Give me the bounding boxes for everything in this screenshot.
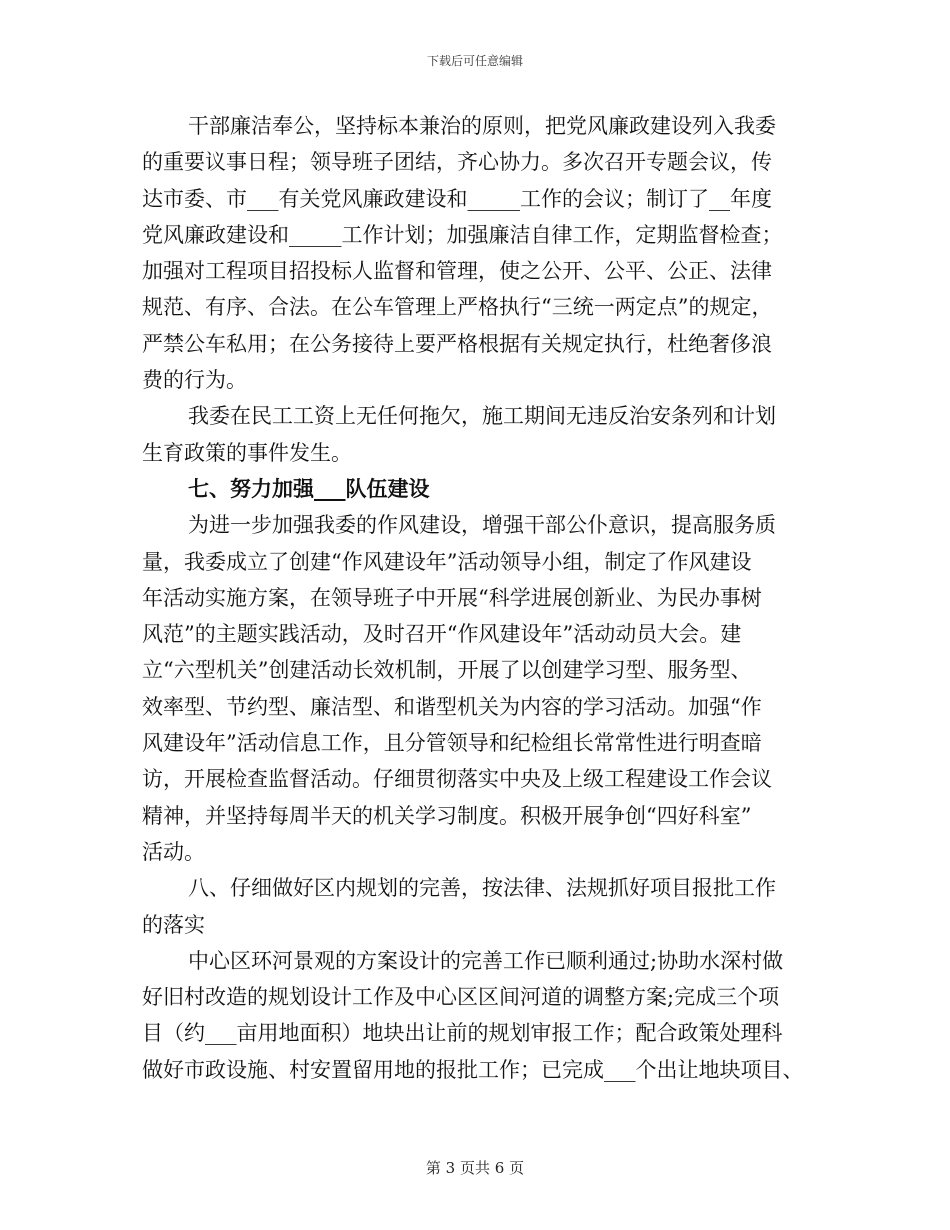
text-line: 生育政策的事件发生。 <box>142 440 352 465</box>
text-line: 目（约___亩用地面积）地块出让前的规划审报工作；配合政策处理科 <box>142 1021 783 1046</box>
text-line: 费的行为。 <box>142 368 247 393</box>
text-line: 达市委、市___有关党风廉政建设和_____工作的会议；制订了__年度 <box>142 186 772 211</box>
text-line: 中心区环河景观的方案设计的完善工作已顺利通过;协助水深村做 <box>188 948 784 973</box>
text-line: 严禁公车私用；在公务接待上要严格根据有关规定执行，杜绝奢侈浪 <box>142 331 772 356</box>
text-line: 量，我委成立了创建“作风建设年”活动领导小组，制定了作风建设 <box>142 549 752 574</box>
document-body <box>142 108 824 1088</box>
text-line: 干部廉洁奉公，坚持标本兼治的原则，把党风廉政建设列入我委 <box>188 114 776 138</box>
text-line: 风范”的主题实践活动，及时召开“作风建设年”活动动员大会。建 <box>142 622 742 647</box>
text-line: 做好市政设施、村安置留用地的报批工作；已完成___个出让地块项目、 <box>142 1057 804 1082</box>
text-line: 访，开展检查监督活动。仔细贯彻落实中央及上级工程建设工作会议 <box>142 767 772 792</box>
text-line: 立“六型机关”创建活动长效机制，开展了以创建学习型、服务型、 <box>142 658 752 683</box>
text-line: 年活动实施方案，在领导班子中开展“科学进展创新业、为民办事树 <box>142 585 762 610</box>
text-line: 活动。 <box>142 839 205 864</box>
section-heading: 七、努力加强___队伍建设 <box>188 475 430 501</box>
text-line: 好旧村改造的规划设计工作及中心区区间河道的调整方案;完成三个项 <box>142 985 780 1010</box>
text-line: 效率型、节约型、廉洁型、和谐型机关为内容的学习活动。加强“作 <box>142 694 762 719</box>
text-line: 规范、有序、合法。在公车管理上严格执行“三统一两定点”的规定， <box>142 295 773 320</box>
text-line: 加强对工程项目招投标人监督和管理，使之公开、公平、公正、法律 <box>142 259 772 284</box>
text-line: 八、仔细做好区内规划的完善，按法律、法规抓好项目报批工作 <box>188 876 776 901</box>
text-line: 的重要议事日程；领导班子团结，齐心协力。多次召开专题会议，传 <box>142 150 772 175</box>
text-line: 风建设年”活动信息工作，且分管领导和纪检组长常常性进行明查暗 <box>142 731 762 756</box>
page-header: 下载后可任意编辑 <box>426 54 523 68</box>
text-line: 的落实 <box>142 912 205 937</box>
text-line: 精神，并坚持每周半天的机关学习制度。积极开展争创“四好科室” <box>142 803 752 828</box>
text-line: 为进一步加强我委的作风建设，增强干部公仆意识，提高服务质 <box>188 513 776 538</box>
page-number: 第 3 页共 6 页 <box>425 1159 525 1177</box>
text-line: 我委在民工工资上无任何拖欠，施工期间无违反治安条列和计划 <box>188 404 776 429</box>
text-line: 党风廉政建设和_____工作计划；加强廉洁自律工作，定期监督检查； <box>142 222 783 247</box>
